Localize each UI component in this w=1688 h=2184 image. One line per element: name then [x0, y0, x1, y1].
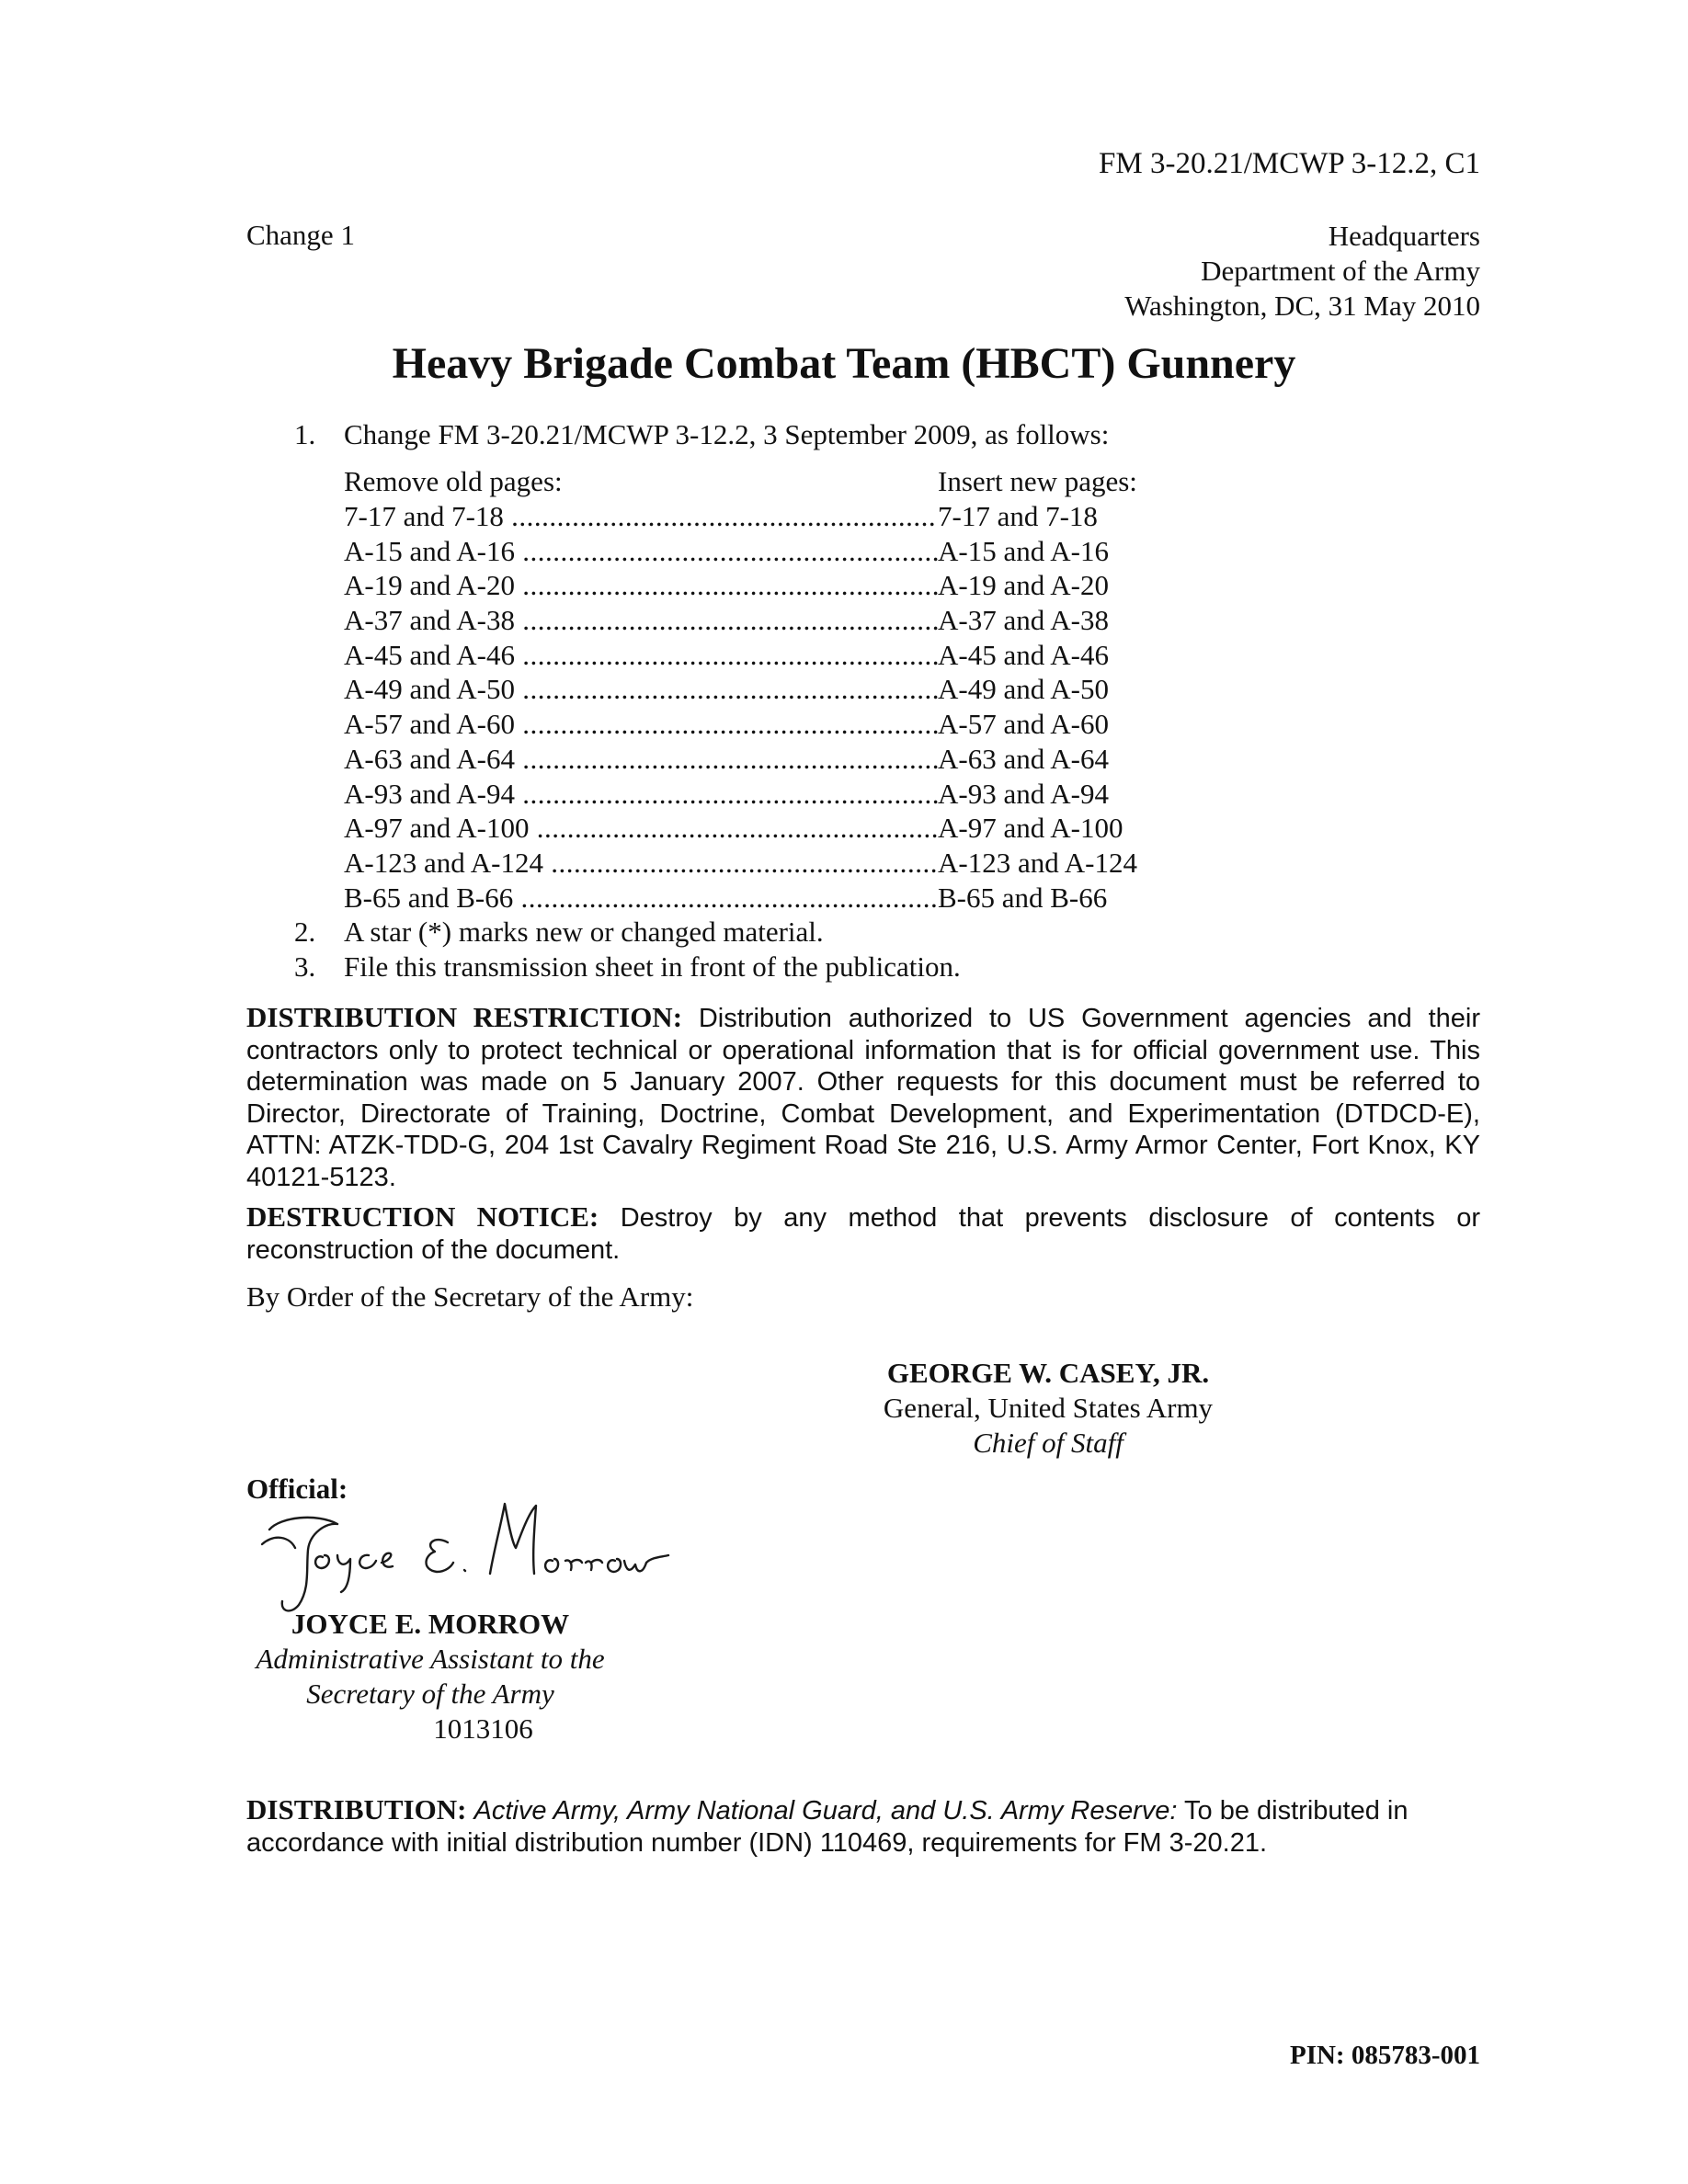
casey-title: Chief of Staff — [973, 1427, 1123, 1459]
new-pages: A-19 and A-20 — [938, 569, 1109, 602]
new-pages: A-93 and A-94 — [938, 777, 1109, 810]
remove-pages-header: Remove old pages: — [344, 465, 563, 497]
old-pages: A-45 and A-46 ..... — [344, 638, 938, 673]
old-pages: A-123 and A-124 ..... — [344, 846, 938, 881]
distribution-text: To be distributed in accordance with initial distribution number (IDN) 110469, requirements for FM 3-20.21. — [246, 1796, 1409, 1858]
official-label: Official: — [246, 1473, 348, 1505]
official-signature-block — [246, 1607, 614, 1746]
insert-pages-header: Insert new pages: — [938, 465, 1137, 497]
new-pages: A-15 and A-16 — [938, 534, 1109, 567]
page-row — [344, 846, 1153, 881]
handwritten-signature — [253, 1496, 676, 1616]
restriction-lead: DISTRIBUTION RESTRICTION: — [246, 1001, 683, 1033]
destruction-text: Destroy by any method that prevents disclosure of contents or reconstruction of the document. — [246, 1203, 1481, 1265]
distribution — [246, 1794, 1480, 1859]
destruction-notice — [246, 1201, 1480, 1266]
page-row — [344, 742, 1153, 777]
casey-rank: General, United States Army — [883, 1392, 1214, 1424]
item-text: A star (*) marks new or changed material. — [344, 916, 824, 948]
change-label: Change 1 — [246, 219, 355, 251]
new-pages: A-49 and A-50 — [938, 673, 1109, 706]
item-number: 2. — [294, 916, 316, 948]
authentication-number: 1013106 — [433, 1712, 533, 1745]
new-pages: A-63 and A-64 — [938, 742, 1109, 775]
old-pages: A-57 and A-60 ..... — [344, 707, 938, 742]
old-pages: A-97 and A-100 ..... — [344, 811, 938, 846]
distribution-lead: DISTRIBUTION: — [246, 1793, 467, 1826]
old-pages: A-49 and A-50 ..... — [344, 672, 938, 707]
item-text: File this transmission sheet in front of the publication. — [344, 950, 961, 983]
new-pages: A-37 and A-38 — [938, 604, 1109, 637]
page-row — [344, 672, 1153, 707]
page-change-list — [344, 499, 1153, 915]
page-row — [344, 881, 1153, 916]
page-row — [344, 707, 1153, 742]
page-title: Heavy Brigade Combat Team (HBCT) Gunnery — [392, 339, 1296, 388]
new-pages: A-45 and A-46 — [938, 638, 1109, 671]
old-pages: B-65 and B-66 ..... — [344, 881, 938, 916]
page-row — [344, 603, 1153, 638]
page-row — [344, 568, 1153, 603]
document-number: FM 3-20.21/MCWP 3-12.2, C1 — [1099, 147, 1480, 180]
old-pages: A-93 and A-94 ..... — [344, 777, 938, 812]
page-row — [344, 534, 1153, 569]
hq-line: Department of the Army — [1201, 255, 1480, 287]
old-pages: A-15 and A-16 ..... — [344, 534, 938, 569]
old-pages: 7-17 and 7-18 ..... — [344, 499, 938, 534]
morrow-title: Administrative Assistant to the — [256, 1643, 605, 1675]
page-row — [344, 811, 1153, 846]
by-order-line: By Order of the Secretary of the Army: — [246, 1280, 694, 1313]
distribution-restriction — [246, 1002, 1480, 1194]
chief-of-staff-block — [809, 1356, 1287, 1461]
item-number: 3. — [294, 950, 316, 983]
page-row — [344, 499, 1153, 534]
new-pages: A-57 and A-60 — [938, 708, 1109, 741]
old-pages: A-63 and A-64 ..... — [344, 742, 938, 777]
new-pages: A-123 and A-124 — [938, 846, 1137, 879]
morrow-name: JOYCE E. MORROW — [291, 1608, 570, 1640]
item-text: Change FM 3-20.21/MCWP 3-12.2, 3 September 2009, as follows: — [344, 418, 1110, 450]
hq-date-line: Washington, DC, 31 May 2010 — [1124, 290, 1480, 322]
hq-line: Headquarters — [1328, 220, 1480, 252]
new-pages: B-65 and B-66 — [938, 881, 1108, 914]
old-pages: A-37 and A-38 ..... — [344, 603, 938, 638]
item-number: 1. — [294, 418, 316, 450]
destruction-lead: DESTRUCTION NOTICE: — [246, 1200, 599, 1233]
morrow-title: Secretary of the Army — [306, 1678, 554, 1710]
pin-number: PIN: 085783-001 — [1289, 2041, 1480, 2070]
casey-name: GEORGE W. CASEY, JR. — [886, 1357, 1210, 1389]
page-row — [344, 638, 1153, 673]
new-pages: A-97 and A-100 — [938, 812, 1123, 845]
page-row — [344, 777, 1153, 812]
new-pages: 7-17 and 7-18 — [938, 500, 1098, 532]
headquarters-block — [1124, 219, 1480, 324]
old-pages: A-19 and A-20 ..... — [344, 568, 938, 603]
restriction-text: Distribution authorized to US Government agencies and their contractors only to protect technical or operational information that is for official government use. This determination was made on 5 January 2007. Other requests for this document must be referred to Director, Directorate of Training, Doctrine, Combat Development, and Experimentation (DTDCD-E), ATTN: ATZK-TDD-G, 204 1st Cavalry Regiment Road Ste 216, U.S. Army Armor Center, Fort Knox, KY 40121-5123. — [246, 1004, 1481, 1192]
distribution-components: Active Army, Army National Guard, and U.S. Army Reserve: — [473, 1796, 1178, 1826]
